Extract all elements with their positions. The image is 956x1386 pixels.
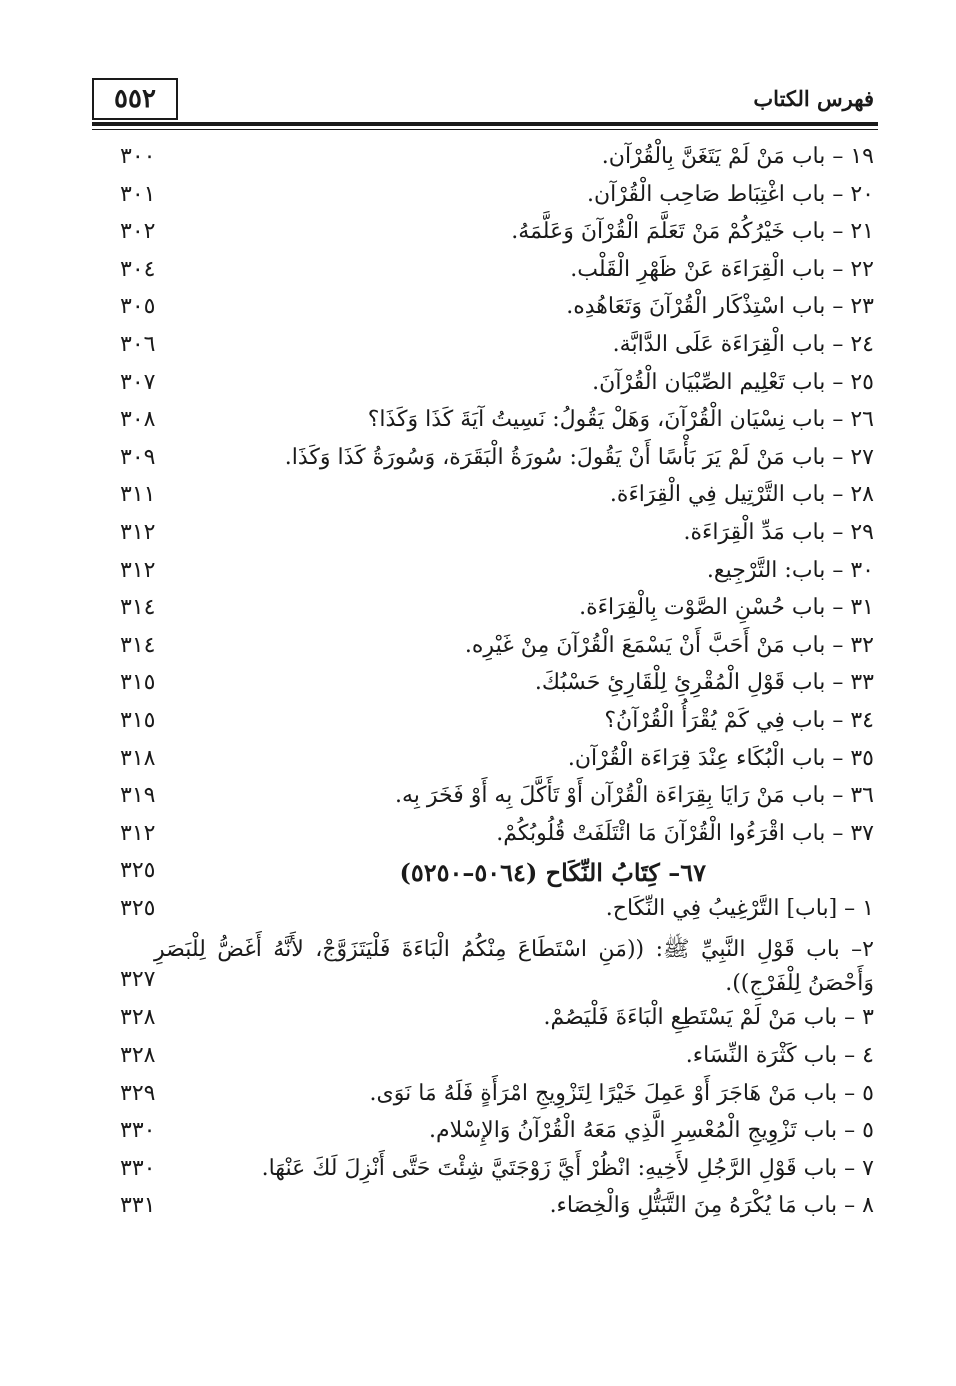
- index-entry: [0, 552, 956, 590]
- entry-title: ٣٧ – باب اقْرَءُوا الْقُرْآنَ مَا ائْتَلَفَتْ قُلُوبُكُمْ.: [496, 820, 874, 846]
- index-entry: [0, 589, 956, 627]
- entry-title: ٥ – باب تَزْوِيجِ الْمُعْسِرِ الَّذِي مَعَهُ الْقُرْآنُ وَالإِسْلام.: [428, 1118, 874, 1144]
- section-heading-row: [0, 852, 956, 890]
- entry-page-number: ٣٢٥: [120, 858, 156, 884]
- entry-title: ١ – [باب] التَّرْغِيبُ فِي النِّكَاح.: [605, 895, 874, 921]
- entry-title: ٢٧ – باب مَنْ لَمْ يَرَ بَأْسًا أَنْ يَقُولَ: سُورَةُ الْبَقَرَة، وَسُورَةُ كَذَا وَكَذَا.: [284, 444, 874, 470]
- entry-page-number: ٣١٤: [120, 632, 156, 658]
- header-rule-thick: [92, 122, 878, 126]
- entry-title: ٢٤ – باب الْقِرَاءَة عَلَى الدَّابَّة.: [612, 331, 874, 357]
- entry-page-number: ٣١٥: [120, 670, 156, 696]
- index-entry: [0, 251, 956, 289]
- index-entry: [0, 1150, 956, 1188]
- entry-page-number: ٣٣١: [120, 1193, 156, 1219]
- index-entry: [0, 1075, 956, 1113]
- entry-title: ٣٥ – باب الْبُكَاء عِنْدَ قِرَاءَة الْقُرْآن.: [567, 745, 874, 771]
- index-entry: [0, 890, 956, 928]
- index-entry: [0, 1187, 956, 1225]
- header-rule-thin: [92, 129, 878, 130]
- entry-page-number: ٣٠٨: [120, 407, 156, 433]
- entry-title: ٨ – باب مَا يُكْرَهُ مِنَ التَّبَتُّلِ وَالْخِصَاء.: [549, 1193, 874, 1219]
- index-entry: [0, 927, 956, 999]
- index-entry: [0, 740, 956, 778]
- index-entry: [0, 401, 956, 439]
- index-entry: [0, 138, 956, 176]
- entry-title: ٣٠ – باب: التَّرْجِيع.: [706, 557, 874, 583]
- index-entry: [0, 288, 956, 326]
- entry-title: ٢– باب قَوْلِ النَّبِيِّ ﷺ: ((مَنِ اسْتَطَاعَ مِنْكُمُ الْبَاءَةَ فَلْيَتَزَوَّجْ، لأَنَّهُ أَغَضُّ لِلْبَصَرِ وَأَحْصَنُ لِلْفَرْجِ)).: [154, 937, 874, 997]
- index-entry: [0, 176, 956, 214]
- entry-title: ١٩ – باب مَنْ لَمْ يَتَغَنَّ بِالْقُرْآن.: [601, 144, 874, 169]
- index-entry: [0, 999, 956, 1037]
- index-entry: [0, 514, 956, 552]
- entry-page-number: ٣١٢: [120, 820, 156, 846]
- entry-title: ٢٠ – باب اغْتِبَاط صَاحِب الْقُرْآن.: [586, 181, 874, 207]
- index-entry: [0, 1112, 956, 1150]
- entry-page-number: ٣١٩: [120, 783, 156, 809]
- entry-title: ٢٢ – باب الْقِرَاءَة عَنْ ظَهْرِ الْقَلْب.: [570, 256, 874, 282]
- entry-page-number: ٣٢٨: [120, 1043, 156, 1069]
- index-entry: [0, 364, 956, 402]
- entry-page-number: ٣١٢: [120, 519, 156, 545]
- section-title: ٦٧– كِتَابُ النِّكَاح (٥٠٦٤–٥٢٥٠): [399, 858, 706, 888]
- index-entry: [0, 213, 956, 251]
- entry-page-number: ٣٠٩: [120, 444, 156, 470]
- entry-title: ٣٤ – باب فِي كَمْ يُقْرَأُ الْقُرْآنُ؟: [604, 707, 874, 733]
- index-entry: [0, 326, 956, 364]
- index-entry: [0, 702, 956, 740]
- entry-page-number: ٣٠٦: [120, 331, 156, 357]
- entry-page-number: ٣٠٤: [120, 256, 156, 282]
- index-entry: [0, 1037, 956, 1075]
- entry-page-number: ٣٠١: [120, 181, 156, 207]
- entry-title: ٣٢ – باب مَنْ أَحَبَّ أَنْ يَسْمَعَ الْقُرْآنَ مِنْ غَيْرِه.: [464, 632, 874, 658]
- entry-page-number: ٣٢٥: [120, 895, 156, 921]
- entry-page-number: ٣٢٩: [120, 1080, 156, 1106]
- entry-page-number: ٣١٥: [120, 707, 156, 733]
- entry-page-number: ٣١١: [120, 482, 156, 508]
- entry-title: ٢٦ – باب نِسْيَان الْقُرْآنَ، وَهَلْ يَقُولُ: نَسِيتُ آيَةَ كَذَا وَكَذَا؟: [367, 407, 874, 433]
- index-entry: [0, 627, 956, 665]
- entry-title: ٢١ – باب خَيْرُكُمْ مَنْ تَعَلَّمَ الْقُرْآنَ وَعَلَّمَهُ.: [511, 219, 874, 245]
- entry-title: ٢٨ – باب التَّرْتِيل فِي الْقِرَاءَة.: [609, 482, 874, 508]
- entry-title: ٢٩ – باب مَدِّ الْقِرَاءَة.: [683, 519, 874, 545]
- entry-title: ٧ – باب قَوْلِ الرَّجُلِ لأَخِيهِ: انْظُرْ أَيَّ زَوْجَتَيَّ شِئْتَ حَتَّى أَنْزِلَ لَكَ عَنْهَا.: [261, 1155, 874, 1181]
- entry-title: ٣٦ – باب مَنْ رَايَا بِقِرَاءَة الْقُرْآن أَوْ تَأَكَّلَ بِه أَوْ فَخَرَ بِه.: [394, 783, 874, 809]
- entry-page-number: ٣٠٥: [120, 294, 156, 320]
- entry-page-number: ٣٢٨: [120, 1005, 156, 1031]
- index-entry: [0, 815, 956, 853]
- entry-page-number: ٣١٢: [120, 557, 156, 583]
- entry-title: ٣٣ – باب قَوْلِ الْمُقْرِئِ لِلْقَارِئِ حَسْبُكَ.: [534, 670, 874, 696]
- entry-title: ٤ – باب كَثْرَة النِّسَاء.: [685, 1043, 874, 1069]
- index-entries-list: [0, 138, 956, 1225]
- entry-title: ٢٣ – باب اسْتِذْكَار الْقُرْآنَ وَتَعَاهُدِه.: [566, 294, 874, 320]
- entry-page-number: ٣١٤: [120, 595, 156, 621]
- entry-page-number: ٣٠٢: [120, 219, 156, 245]
- entry-page-number: ٣٣٠: [120, 1118, 156, 1144]
- index-entry: [0, 439, 956, 477]
- entry-page-number: ٣٠٠: [120, 144, 156, 169]
- entry-title: ٥ – باب مَنْ هَاجَرَ أَوْ عَمِلَ خَيْرًا لِتَزْوِيجِ امْرَأَةٍ فَلَهُ مَا نَوَى.: [369, 1080, 874, 1106]
- entry-page-number: ٣٢٧: [120, 967, 156, 993]
- entry-page-number: ٣١٨: [120, 745, 156, 771]
- entry-page-number: ٣٣٠: [120, 1155, 156, 1181]
- entry-title: ٣١ – باب حُسْنِ الصَّوْت بِالْقِرَاءَة.: [579, 595, 874, 621]
- index-entry: [0, 664, 956, 702]
- index-entry: [0, 777, 956, 815]
- entry-page-number: ٣٠٧: [120, 369, 156, 395]
- index-entry: [0, 476, 956, 514]
- entry-title: ٢٥ – باب تَعْلِيم الصِّبْيَان الْقُرْآنَ.: [592, 369, 874, 395]
- page-number: ٥٥٢: [92, 78, 178, 120]
- entry-title: ٣ – باب مَنْ لَمْ يَسْتَطِعِ الْبَاءَةَ فَلْيَصُمْ.: [543, 1005, 874, 1031]
- page-header-title: فهرس الكتاب: [753, 86, 874, 111]
